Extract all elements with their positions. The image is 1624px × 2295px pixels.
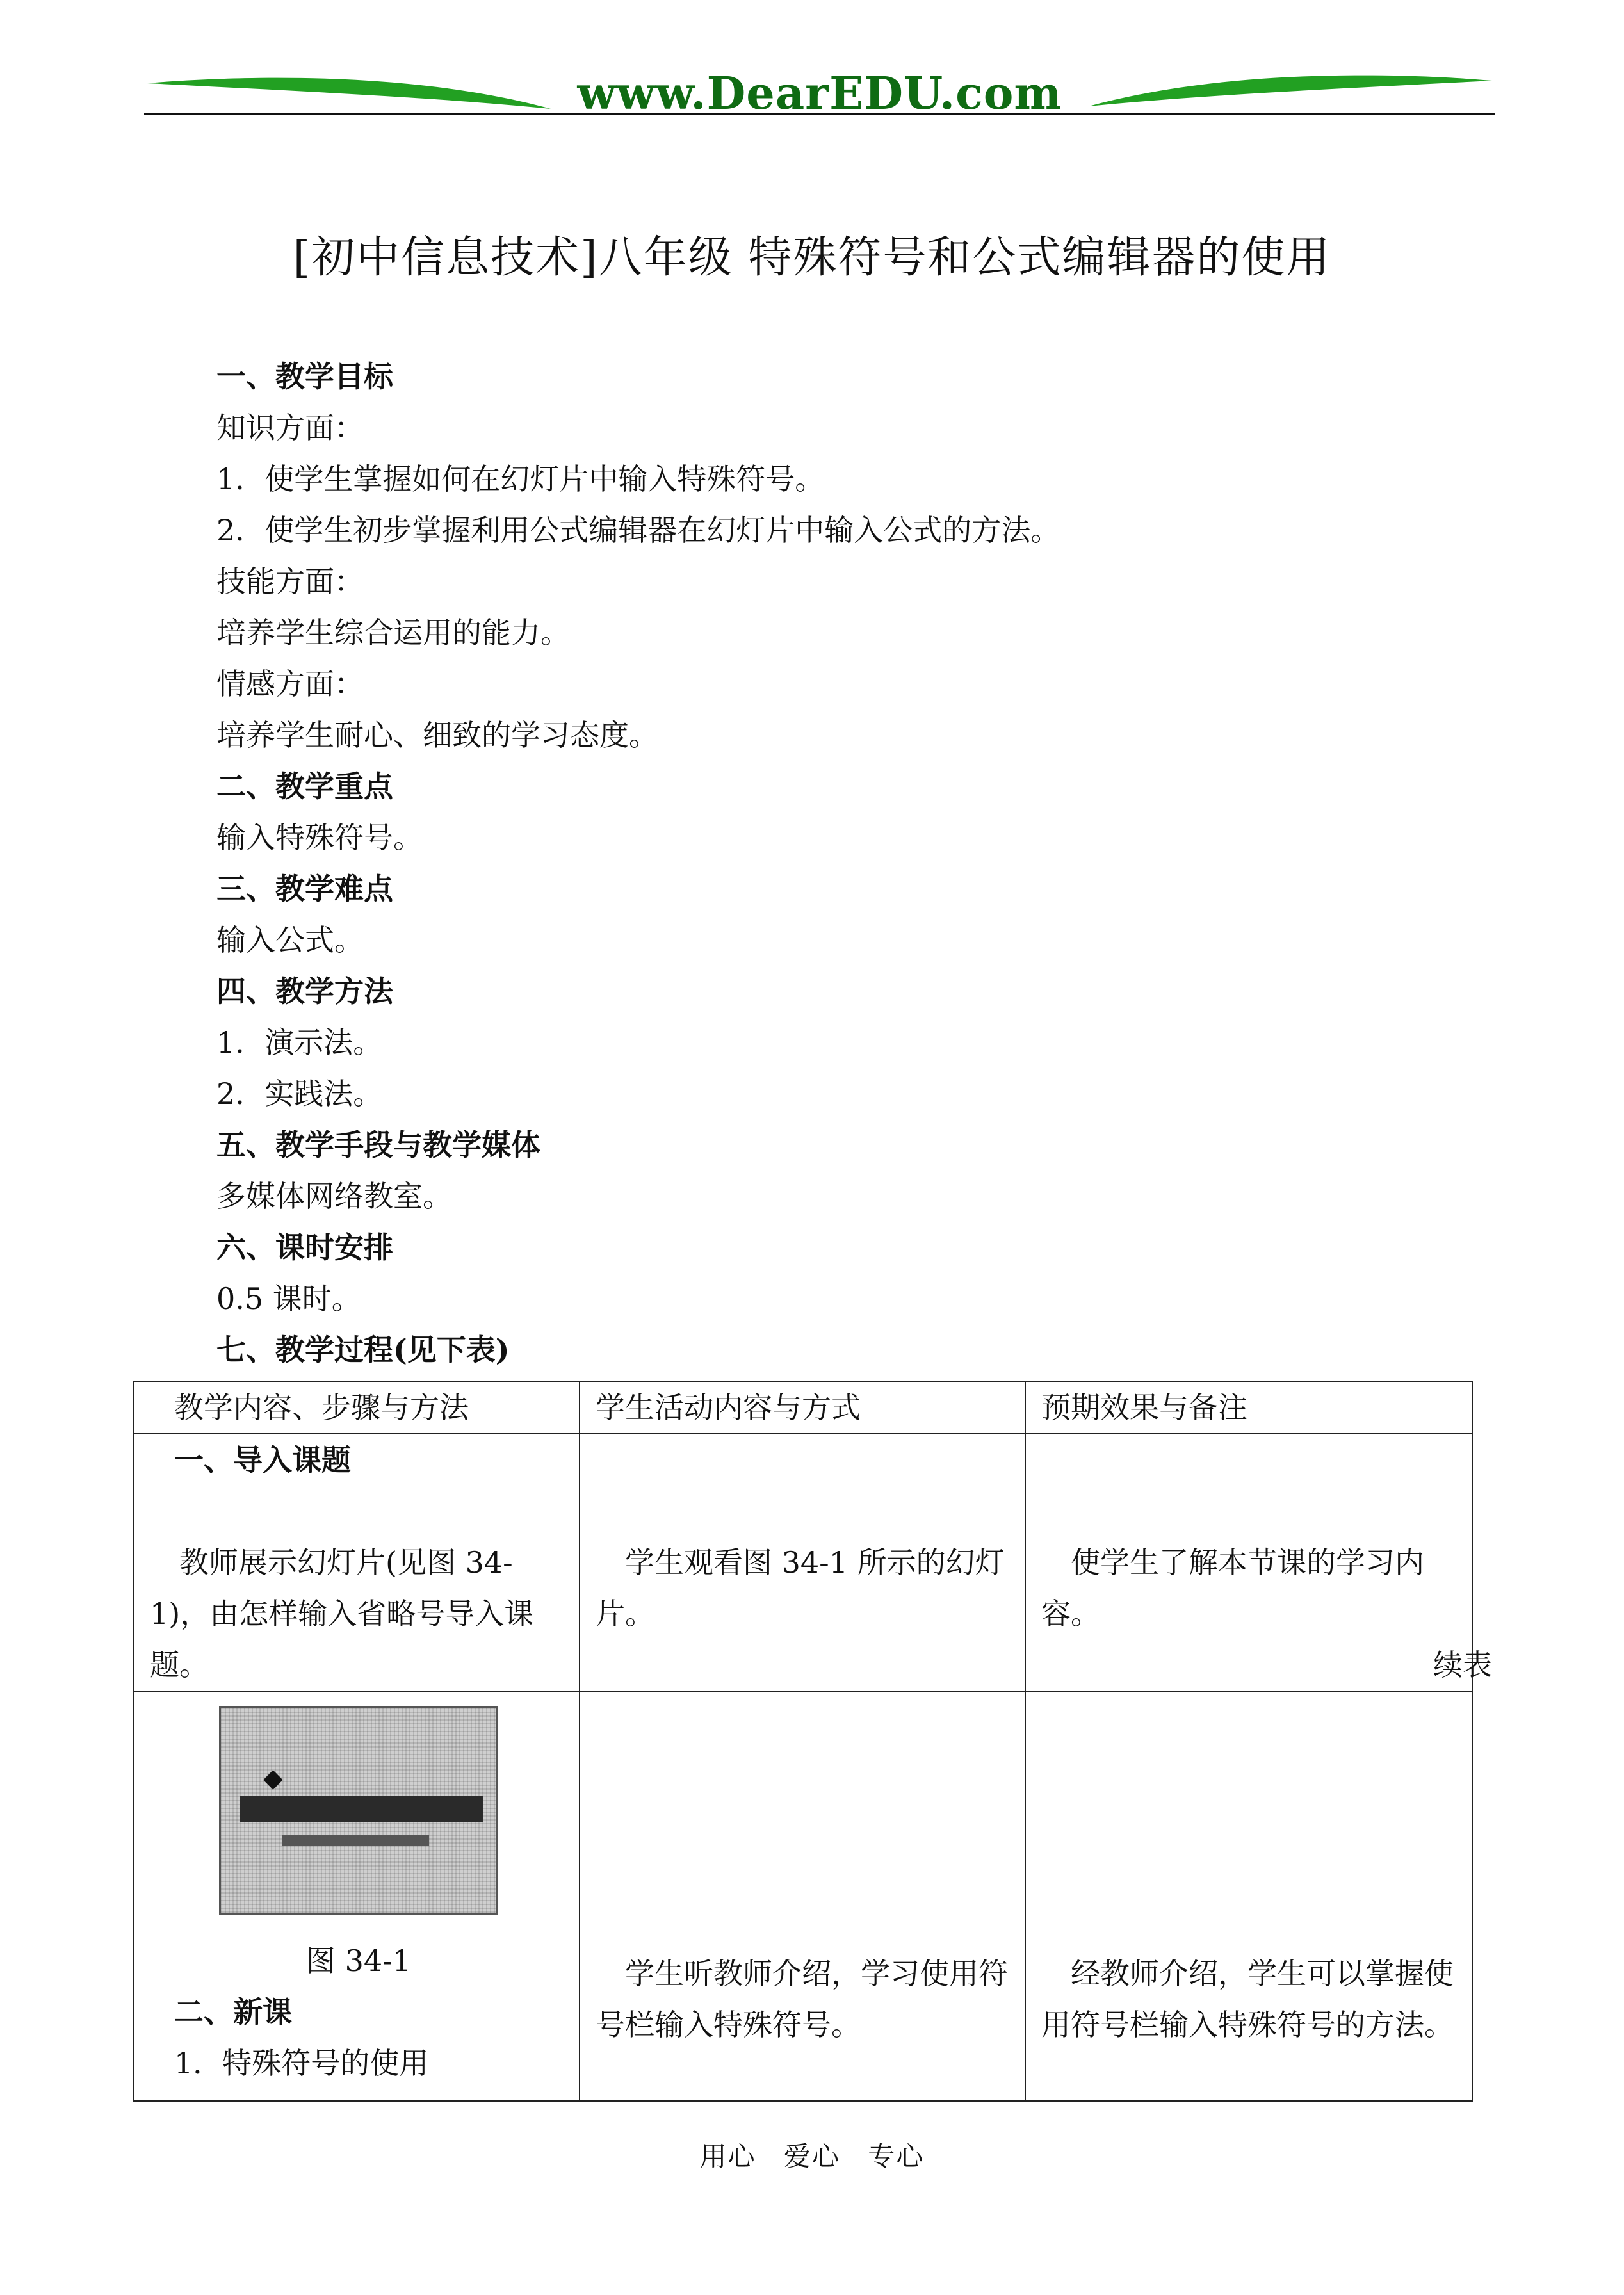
footer-word: 爱心 xyxy=(783,2141,840,2172)
table-cell xyxy=(134,1434,580,1691)
section-heading: 三、教学难点 xyxy=(216,872,393,906)
slide-title-bar xyxy=(240,1796,483,1822)
table-row xyxy=(134,1434,1472,1691)
lesson-table xyxy=(133,1381,1473,1692)
body-line: 培养学生综合运用的能力。 xyxy=(216,615,570,650)
body-line: 情感方面： xyxy=(216,667,364,701)
table-cell-text: 使学生了解本节课的学习内容。 xyxy=(1041,1545,1424,1631)
body-line: 培养学生耐心、细致的学习态度。 xyxy=(216,718,658,752)
section-heading: 六、课时安排 xyxy=(216,1230,393,1265)
page-title: [初中信息技术]八年级 特殊符号和公式编辑器的使用 xyxy=(293,232,1331,283)
site-header xyxy=(141,64,1498,128)
body-line: 1．使学生掌握如何在幻灯片中输入特殊符号。 xyxy=(216,462,825,496)
table-cell-text: 教师展示幻灯片(见图 34-1)，由怎样输入省略号导入课题。 xyxy=(150,1545,534,1682)
body-line: 1．演示法。 xyxy=(216,1025,383,1060)
body-line: 输入公式。 xyxy=(216,923,364,957)
table-cell-text: 学生观看图 34-1 所示的幻灯片。 xyxy=(596,1545,1005,1631)
table-section-heading: 一、导入课题 xyxy=(174,1443,351,1477)
table-cell-text: 学生听教师介绍，学习使用符号栏输入特殊符号。 xyxy=(596,1956,1008,2042)
slide-subtitle-bar xyxy=(282,1835,429,1846)
table-header-cell: 学生活动内容与方式 xyxy=(580,1381,1025,1434)
body-line: 多媒体网络教室。 xyxy=(216,1179,452,1213)
body-line: 知识方面： xyxy=(216,410,364,445)
section-heading: 五、教学手段与教学媒体 xyxy=(216,1128,540,1162)
slide-glyph-decoration: ◆ xyxy=(263,1763,283,1793)
table-header-cell: 预期效果与备注 xyxy=(1025,1381,1472,1434)
section-heading: 二、教学重点 xyxy=(216,769,393,804)
footer-word: 用心 xyxy=(699,2141,756,2172)
slide-thumbnail-image xyxy=(219,1706,498,1915)
footer-word: 专心 xyxy=(868,2141,925,2172)
table-header-row xyxy=(134,1381,1472,1434)
figure xyxy=(150,1692,567,1986)
page-footer xyxy=(0,2136,1624,2174)
lesson-outline xyxy=(216,351,1497,1375)
figure-caption: 图 34-1 xyxy=(306,1943,411,1978)
section-heading: 一、教学目标 xyxy=(216,359,393,394)
body-line: 输入特殊符号。 xyxy=(216,820,423,855)
table-cell xyxy=(1025,1691,1472,2101)
table-row xyxy=(134,1691,1472,2101)
body-line: 技能方面： xyxy=(216,564,364,599)
table-cell-text: 经教师介绍，学生可以掌握使用符号栏输入特殊符号的方法。 xyxy=(1041,1956,1454,2042)
table-section-heading: 二、新课 xyxy=(174,1995,292,2029)
site-logo-text: www.DearEDU.com xyxy=(577,67,1062,120)
section-heading: 七、教学过程(见下表) xyxy=(216,1333,510,1367)
body-line: 2．实践法。 xyxy=(216,1076,383,1111)
body-line: 2．使学生初步掌握利用公式编辑器在幻灯片中输入公式的方法。 xyxy=(216,513,1060,547)
body-line: 0.5 课时。 xyxy=(216,1281,361,1316)
lesson-table-continued xyxy=(133,1691,1473,2102)
table-cell xyxy=(580,1434,1025,1691)
table-cell xyxy=(134,1691,580,2101)
table-cell-text: 1．特殊符号的使用 xyxy=(174,2046,429,2080)
table-header-cell: 教学内容、步骤与方法 xyxy=(134,1381,580,1434)
continued-label: 续表 xyxy=(1433,1648,1492,1682)
section-heading: 四、教学方法 xyxy=(216,974,393,1009)
table-cell xyxy=(580,1691,1025,2101)
